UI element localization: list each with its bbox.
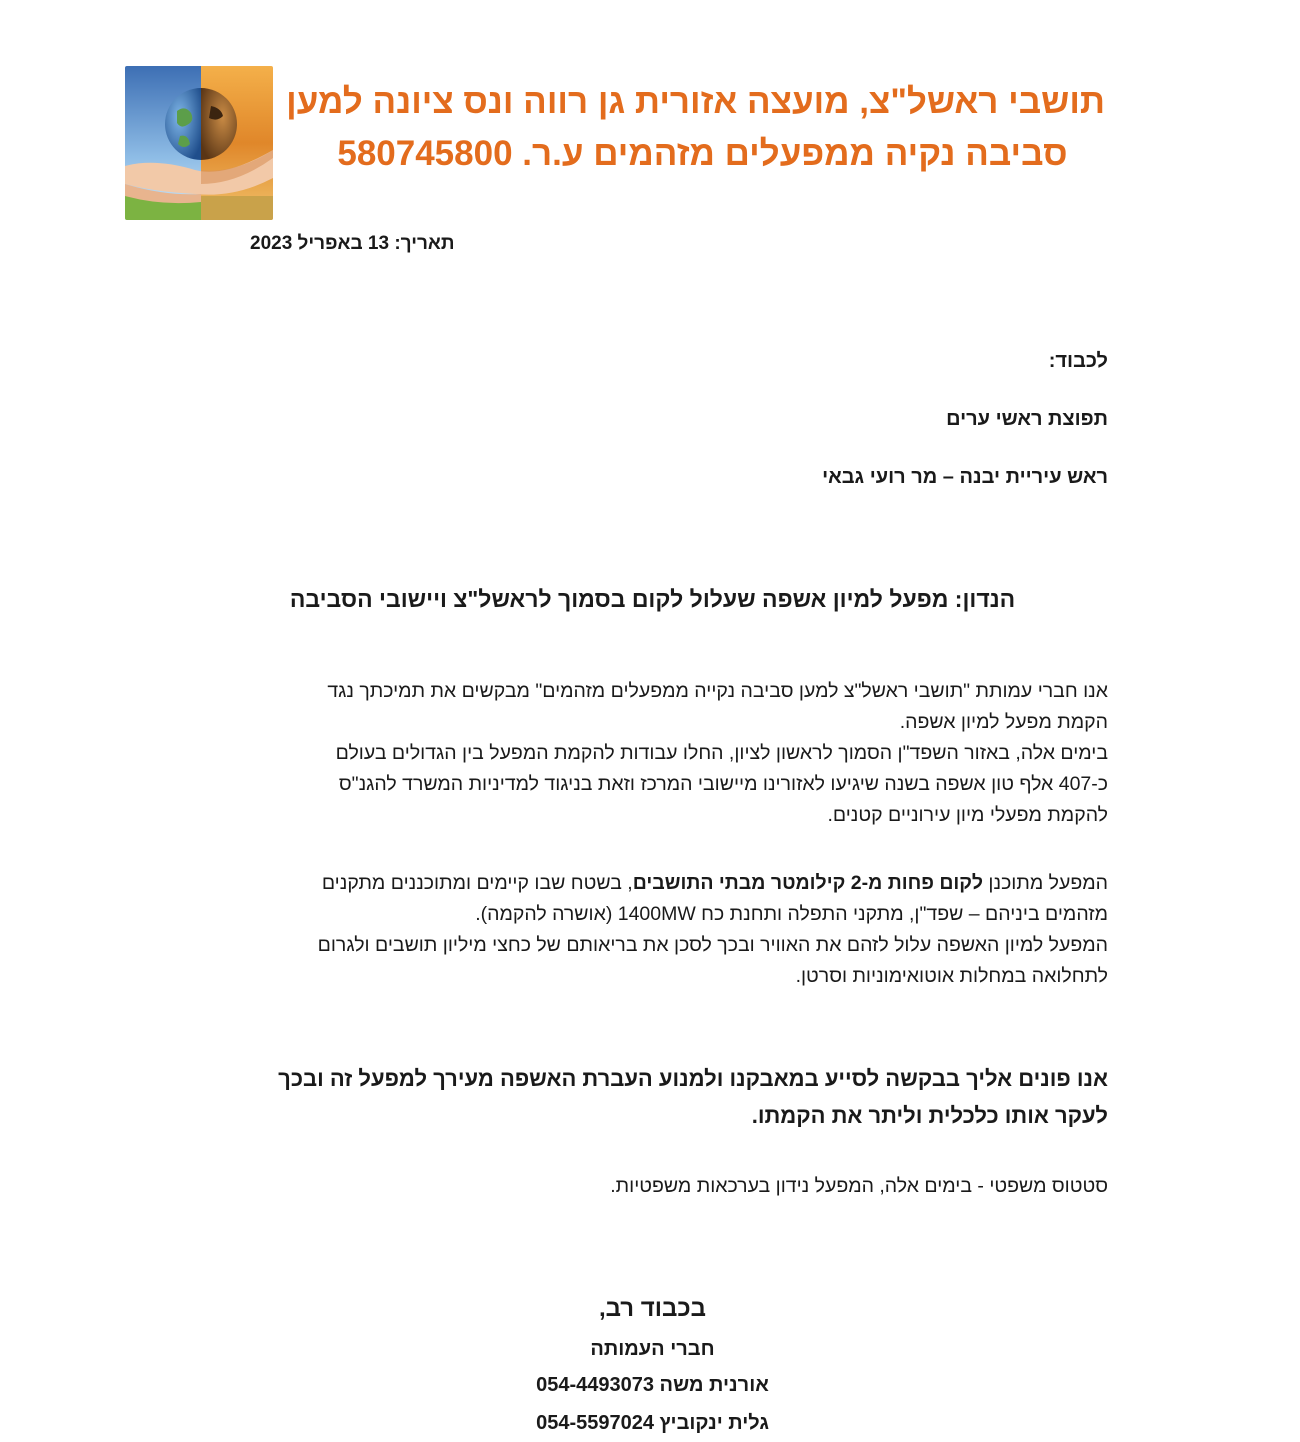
- legal-status: סטטוס משפטי - בימים אלה, המפעל נידון בערכאות משפטיות.: [610, 1175, 1108, 1197]
- earth-in-hands-icon: [125, 66, 273, 220]
- body-line: להקמת מפעלי מיון עירוניים קטנים.: [827, 804, 1108, 826]
- body-line: בימים אלה, באזור השפד"ן הסמוך לראשון לציון, החלו עבודות להקמת המפעל בין הגדולים בעולם: [335, 742, 1108, 764]
- body-line: כ-407 אלף טון אשפה בשנה שיגיעו לאזורינו מיישובי המרכז וזאת בניגוד למדיניות המשרד להגנ"ס: [338, 773, 1108, 795]
- body-line: הקמת מפעל למיון אשפה.: [899, 711, 1108, 733]
- signature-contact-2: גלית ינקוביץ 054-5597024: [536, 1412, 769, 1434]
- recipient-line2: ראש עיריית יבנה – מר רועי גבאי: [822, 466, 1108, 488]
- header-title-line1: תושבי ראשל"צ, מועצה אזורית גן רווה ונס ציונה למען: [286, 82, 1105, 121]
- appeal-line: לעקר אותו כלכלית וליתר את הקמתו.: [751, 1103, 1108, 1128]
- recipient-label: לכבוד:: [1048, 350, 1108, 372]
- letter-date: תאריך: 13 באפריל 2023: [250, 233, 455, 254]
- letter-subject: הנדון: מפעל למיון אשפה שעלול לקום בסמוך לראשל"צ ויישובי הסביבה: [289, 586, 1016, 612]
- header-title-line2: סביבה נקיה ממפעלים מזהמים ע.ר. 580745800: [337, 134, 1068, 173]
- signature-org: חברי העמותה: [590, 1338, 715, 1360]
- body-emphasis: לקום פחות מ-2 קילומטר מבתי התושבים: [632, 872, 983, 894]
- body-line: לתחלואה במחלות אוטואימוניות וסרטן.: [795, 965, 1108, 987]
- signature-contact-1: אורנית משה 054-4493073: [536, 1374, 769, 1396]
- body-line: [196, 868, 1108, 899]
- logo: [125, 66, 273, 220]
- body-text: , בשטח שבו קיימים ומתוכננים מתקנים: [321, 872, 633, 894]
- body-line: מזהמים ביניהם – שפד"ן, מתקני התפלה ותחנת כח 1400MW (אושרה להקמה).: [475, 903, 1108, 925]
- body-paragraph-1: [196, 676, 1108, 831]
- recipient-line1: תפוצת ראשי ערים: [946, 408, 1108, 430]
- appeal-paragraph: [196, 1060, 1108, 1134]
- body-text: המפעל מתוכנן: [983, 872, 1108, 894]
- appeal-line: אנו פונים אליך בבקשה לסייע במאבקנו ולמנוע העברת האשפה מעירך למפעל זה ובכך: [278, 1066, 1108, 1091]
- body-line: אנו חברי עמותת "תושבי ראשל"צ למען סביבה נקייה ממפעלים מזהמים" מבקשים את תמיכתך נגד: [327, 680, 1108, 702]
- signature-closing: בכבוד רב,: [598, 1295, 707, 1322]
- body-paragraph-2: [196, 868, 1108, 992]
- body-line: המפעל למיון האשפה עלול לזהם את האוויר ובכך לסכן את בריאותם של כחצי מיליון תושבים ולגרום: [317, 934, 1108, 956]
